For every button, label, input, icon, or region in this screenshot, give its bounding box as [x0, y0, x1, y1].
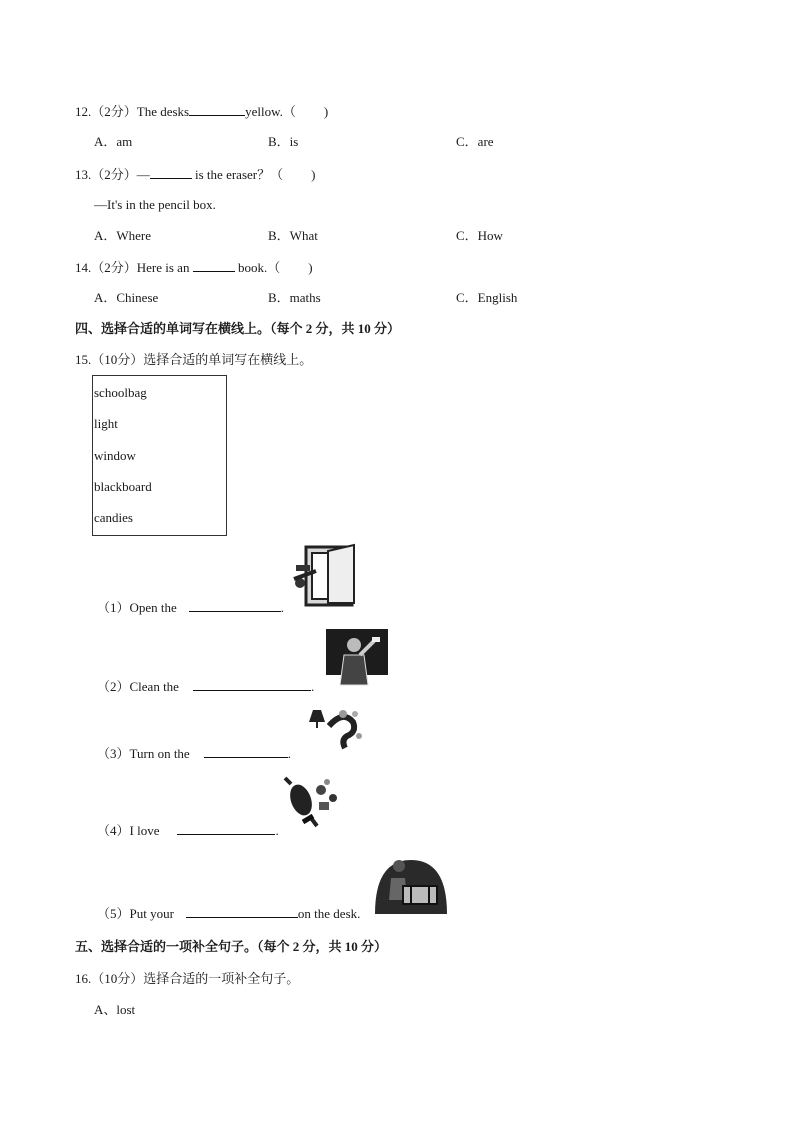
fill-item-1: （1）Open the . [97, 600, 285, 615]
word-item: candies [94, 510, 133, 525]
answer-blank[interactable] [150, 166, 192, 179]
option-b[interactable]: B．maths [268, 290, 321, 305]
window-picture [292, 543, 360, 609]
option-a[interactable]: A．Where [94, 228, 152, 243]
question-15: 15.（10分）选择合适的单词写在横线上。 [75, 352, 313, 367]
word-bank [92, 375, 227, 536]
option-a[interactable]: A．Chinese [94, 290, 159, 305]
word-item: light [94, 416, 118, 431]
light-picture [303, 706, 363, 754]
option-a[interactable]: A．am [94, 134, 133, 149]
option-b[interactable]: B．is [268, 134, 299, 149]
answer-blank[interactable] [189, 599, 281, 612]
answer-blank[interactable] [204, 745, 288, 758]
blackboard-picture [320, 627, 390, 689]
answer-blank[interactable] [193, 259, 235, 272]
option-c[interactable]: C．English [456, 290, 518, 305]
schoolbag-picture [371, 856, 449, 916]
fill-item-2: （2）Clean the . [97, 679, 315, 694]
option-a[interactable]: A、lost [94, 1002, 136, 1017]
fill-item-3: （3）Turn on the . [97, 746, 291, 761]
option-c[interactable]: C．are [456, 134, 494, 149]
word-item: window [94, 448, 136, 463]
answer-blank[interactable] [177, 822, 275, 835]
question-12: 12.（2分）The desks yellow.（ ) [75, 104, 329, 119]
word-item: schoolbag [94, 385, 147, 400]
fill-item-4: （4）I love . [97, 823, 279, 838]
section-heading: 四、选择合适的单词写在横线上。（每个 2 分，共 10 分） [75, 321, 401, 336]
candies-picture [283, 776, 347, 832]
option-c[interactable]: C．How [456, 228, 503, 243]
section-heading: 五、选择合适的一项补全句子。（每个 2 分，共 10 分） [75, 939, 388, 954]
answer-blank[interactable] [186, 905, 298, 918]
question-14: 14.（2分）Here is an book.（ ) [75, 260, 313, 275]
answer-blank[interactable] [189, 103, 245, 116]
reply-line: —It's in the pencil box. [94, 197, 216, 212]
fill-item-5: （5）Put your on the desk. [97, 906, 361, 921]
answer-blank[interactable] [193, 678, 311, 691]
question-16: 16.（10分）选择合适的一项补全句子。 [75, 971, 300, 986]
option-b[interactable]: B．What [268, 228, 318, 243]
word-item: blackboard [94, 479, 152, 494]
question-13: 13.（2分）— is the eraser？（ ) [75, 167, 316, 182]
